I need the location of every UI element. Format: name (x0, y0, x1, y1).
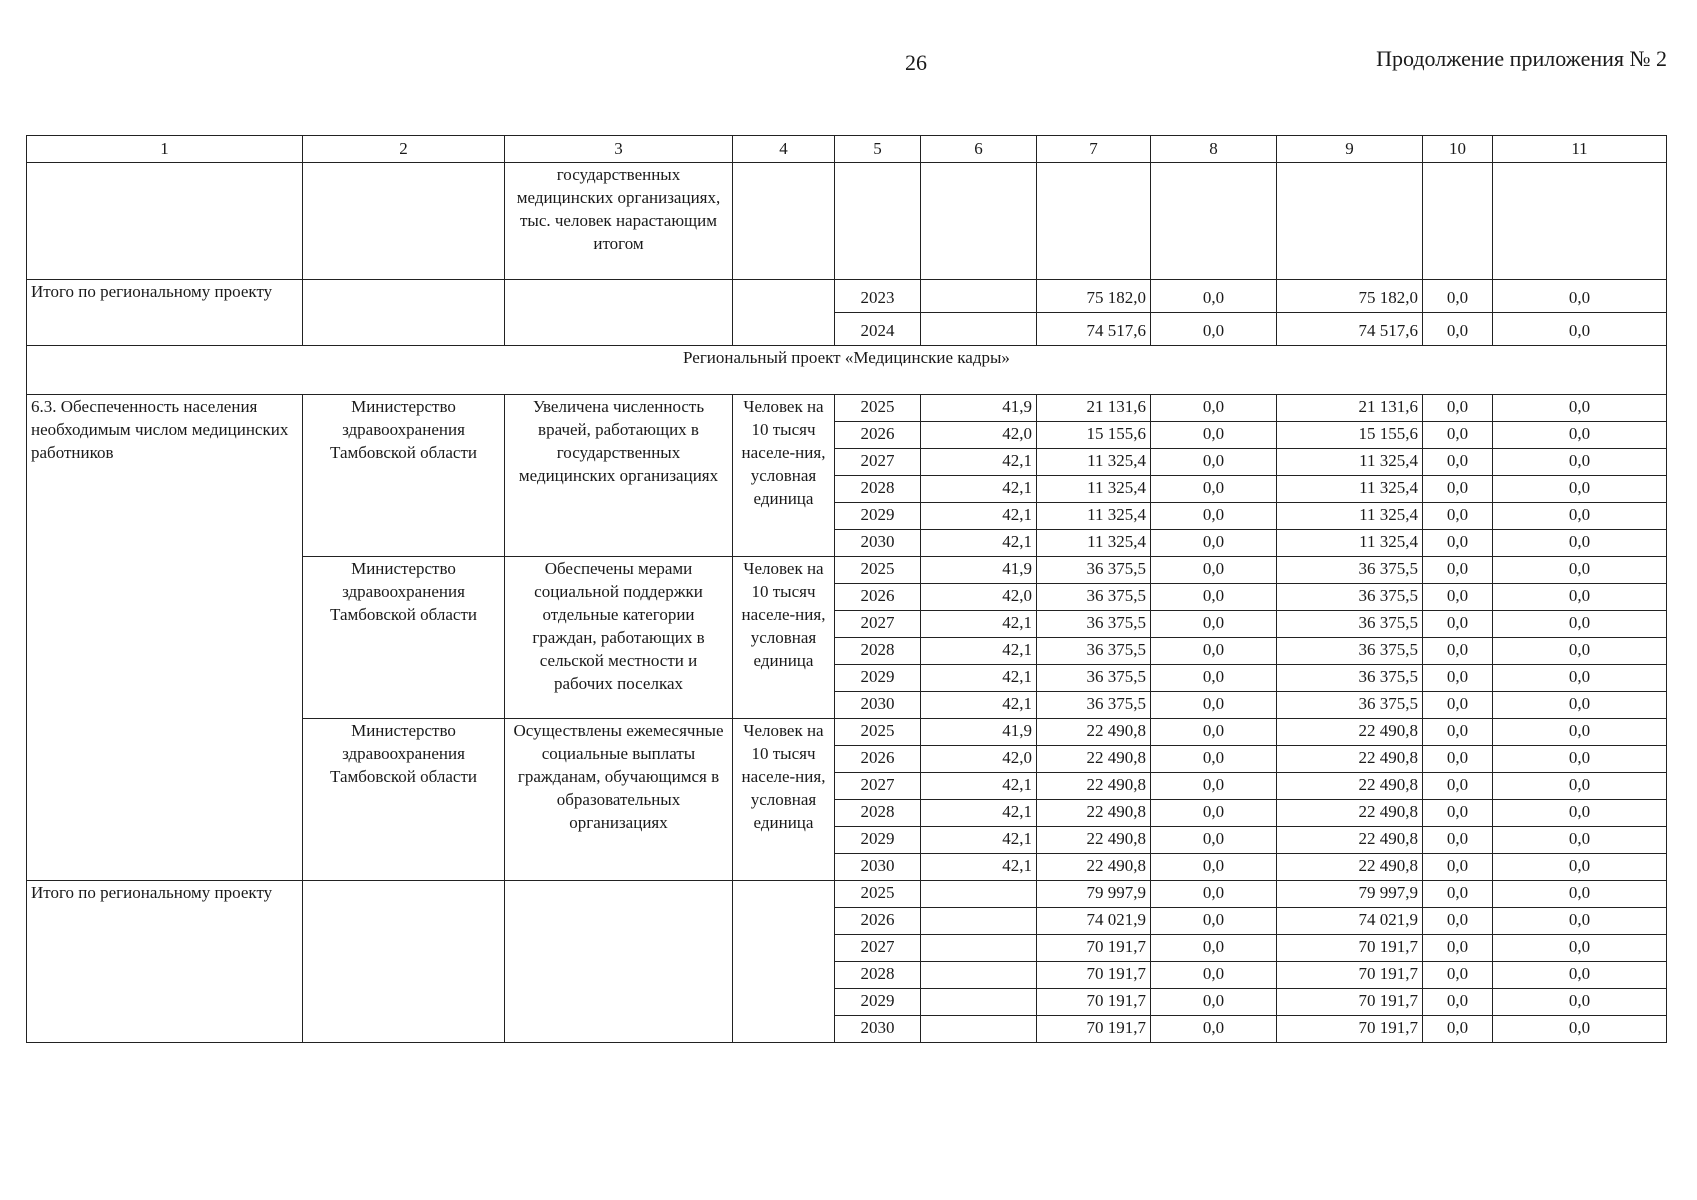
value-cell: 42,1 (921, 503, 1037, 530)
value-cell: 0,0 (1423, 638, 1493, 665)
value-cell: 0,0 (1493, 422, 1667, 449)
value-cell: 79 997,9 (1277, 881, 1423, 908)
value-cell: 41,9 (921, 557, 1037, 584)
year-cell: 2023 (835, 280, 921, 313)
value-cell: 22 490,8 (1277, 746, 1423, 773)
value-cell: 0,0 (1151, 1016, 1277, 1043)
ministry-cell: Министерство здравоохранения Тамбовской области (303, 395, 505, 557)
value-cell: 0,0 (1151, 280, 1277, 313)
value-cell: 0,0 (1423, 800, 1493, 827)
value-cell: 42,1 (921, 476, 1037, 503)
column-header: 2 (303, 136, 505, 163)
value-cell: 42,1 (921, 692, 1037, 719)
value-cell: 70 191,7 (1037, 1016, 1151, 1043)
value-cell: 0,0 (1493, 638, 1667, 665)
value-cell: 75 182,0 (1277, 280, 1423, 313)
value-cell: 0,0 (1493, 962, 1667, 989)
value-cell: 22 490,8 (1037, 854, 1151, 881)
value-cell: 0,0 (1151, 530, 1277, 557)
value-cell: 0,0 (1151, 935, 1277, 962)
year-cell: 2029 (835, 665, 921, 692)
year-cell: 2025 (835, 881, 921, 908)
financing-table (26, 135, 1667, 1043)
value-cell: 0,0 (1151, 854, 1277, 881)
value-cell: 11 325,4 (1277, 530, 1423, 557)
section-title: Региональный проект «Медицинские кадры» (27, 346, 1667, 395)
year-cell: 2029 (835, 503, 921, 530)
value-cell: 0,0 (1493, 854, 1667, 881)
table-row (27, 280, 1667, 313)
value-cell: 42,1 (921, 800, 1037, 827)
value-cell: 0,0 (1493, 827, 1667, 854)
value-cell: 79 997,9 (1037, 881, 1151, 908)
value-cell: 36 375,5 (1037, 611, 1151, 638)
total-label: Итого по региональному проекту (27, 280, 303, 346)
value-cell: 0,0 (1423, 313, 1493, 346)
value-cell: 0,0 (1151, 665, 1277, 692)
value-cell: 0,0 (1151, 908, 1277, 935)
value-cell: 70 191,7 (1037, 935, 1151, 962)
value-cell: 75 182,0 (1037, 280, 1151, 313)
value-cell: 0,0 (1151, 313, 1277, 346)
year-cell: 2027 (835, 449, 921, 476)
value-cell: 36 375,5 (1037, 665, 1151, 692)
total-label: Итого по региональному проекту (27, 881, 303, 1043)
value-cell: 0,0 (1423, 395, 1493, 422)
value-cell: 70 191,7 (1277, 935, 1423, 962)
value-cell: 11 325,4 (1037, 449, 1151, 476)
value-cell: 0,0 (1493, 395, 1667, 422)
table-row (27, 395, 1667, 422)
value-cell: 0,0 (1493, 476, 1667, 503)
value-cell: 0,0 (1493, 746, 1667, 773)
value-cell: 0,0 (1151, 422, 1277, 449)
value-cell: 0,0 (1151, 395, 1277, 422)
value-cell: 0,0 (1423, 530, 1493, 557)
value-cell: 0,0 (1423, 773, 1493, 800)
year-cell: 2024 (835, 313, 921, 346)
value-cell: 21 131,6 (1277, 395, 1423, 422)
value-cell: 42,1 (921, 449, 1037, 476)
value-cell: 74 021,9 (1037, 908, 1151, 935)
value-cell: 0,0 (1423, 746, 1493, 773)
value-cell: 0,0 (1423, 557, 1493, 584)
value-cell: 36 375,5 (1037, 584, 1151, 611)
year-cell: 2027 (835, 935, 921, 962)
value-cell: 70 191,7 (1277, 989, 1423, 1016)
unit-cell: Человек на 10 тысяч населе-ния, условная единица (733, 395, 835, 557)
value-cell: 42,1 (921, 854, 1037, 881)
value-cell: 21 131,6 (1037, 395, 1151, 422)
value-cell: 0,0 (1423, 280, 1493, 313)
value-cell: 0,0 (1493, 800, 1667, 827)
value-cell: 0,0 (1493, 557, 1667, 584)
value-cell: 0,0 (1423, 935, 1493, 962)
value-cell: 41,9 (921, 719, 1037, 746)
value-cell: 0,0 (1423, 449, 1493, 476)
value-cell: 42,0 (921, 746, 1037, 773)
year-cell: 2026 (835, 584, 921, 611)
value-cell: 36 375,5 (1037, 557, 1151, 584)
value-cell: 42,1 (921, 530, 1037, 557)
value-cell: 0,0 (1493, 908, 1667, 935)
value-cell: 0,0 (1151, 989, 1277, 1016)
value-cell: 0,0 (1493, 935, 1667, 962)
year-cell: 2025 (835, 719, 921, 746)
value-cell: 42,0 (921, 584, 1037, 611)
value-cell: 42,1 (921, 611, 1037, 638)
value-cell: 70 191,7 (1277, 962, 1423, 989)
year-cell: 2029 (835, 827, 921, 854)
value-cell: 22 490,8 (1037, 800, 1151, 827)
value-cell: 0,0 (1151, 827, 1277, 854)
value-cell: 36 375,5 (1277, 584, 1423, 611)
value-cell: 42,1 (921, 773, 1037, 800)
value-cell: 36 375,5 (1277, 692, 1423, 719)
value-cell: 0,0 (1151, 719, 1277, 746)
value-cell: 74 517,6 (1037, 313, 1151, 346)
value-cell: 0,0 (1423, 665, 1493, 692)
description-cell: государственных медицинских организациях, тыс. человек нарастающим итогом (505, 163, 733, 280)
value-cell: 0,0 (1423, 719, 1493, 746)
value-cell: 0,0 (1151, 449, 1277, 476)
value-cell: 0,0 (1493, 773, 1667, 800)
column-header: 11 (1493, 136, 1667, 163)
value-cell: 11 325,4 (1037, 476, 1151, 503)
year-cell: 2028 (835, 638, 921, 665)
section-row (27, 346, 1667, 395)
value-cell: 36 375,5 (1037, 692, 1151, 719)
value-cell: 36 375,5 (1277, 638, 1423, 665)
value-cell: 22 490,8 (1037, 719, 1151, 746)
continuation-caption: Продолжение приложения № 2 (1376, 46, 1667, 71)
value-cell: 0,0 (1423, 989, 1493, 1016)
value-cell: 36 375,5 (1277, 665, 1423, 692)
unit-cell: Человек на 10 тысяч населе-ния, условная единица (733, 557, 835, 719)
value-cell: 11 325,4 (1037, 503, 1151, 530)
value-cell: 0,0 (1423, 881, 1493, 908)
year-cell: 2026 (835, 746, 921, 773)
column-header: 8 (1151, 136, 1277, 163)
year-cell: 2030 (835, 854, 921, 881)
value-cell: 0,0 (1423, 962, 1493, 989)
value-cell: 0,0 (1493, 530, 1667, 557)
value-cell: 0,0 (1493, 719, 1667, 746)
value-cell: 22 490,8 (1277, 719, 1423, 746)
value-cell: 11 325,4 (1277, 449, 1423, 476)
value-cell: 15 155,6 (1037, 422, 1151, 449)
value-cell: 0,0 (1493, 449, 1667, 476)
description-cell: Обеспечены мерами социальной поддержки отдельные категории граждан, работающих в сельской местности и рабочих поселках (505, 557, 733, 719)
value-cell: 0,0 (1493, 280, 1667, 313)
value-cell: 0,0 (1423, 1016, 1493, 1043)
value-cell: 0,0 (1151, 584, 1277, 611)
unit-cell: Человек на 10 тысяч населе-ния, условная единица (733, 719, 835, 881)
value-cell: 0,0 (1423, 584, 1493, 611)
value-cell: 15 155,6 (1277, 422, 1423, 449)
year-cell: 2030 (835, 530, 921, 557)
value-cell: 22 490,8 (1037, 746, 1151, 773)
value-cell: 0,0 (1423, 692, 1493, 719)
value-cell: 0,0 (1493, 611, 1667, 638)
column-header: 4 (733, 136, 835, 163)
value-cell: 22 490,8 (1037, 773, 1151, 800)
value-cell: 0,0 (1493, 881, 1667, 908)
value-cell: 0,0 (1151, 692, 1277, 719)
value-cell: 42,1 (921, 665, 1037, 692)
value-cell: 41,9 (921, 395, 1037, 422)
value-cell: 0,0 (1493, 692, 1667, 719)
value-cell: 22 490,8 (1277, 827, 1423, 854)
value-cell: 36 375,5 (1277, 611, 1423, 638)
value-cell: 0,0 (1151, 800, 1277, 827)
year-cell: 2025 (835, 557, 921, 584)
table-row (27, 881, 1667, 908)
value-cell: 42,1 (921, 638, 1037, 665)
column-header: 3 (505, 136, 733, 163)
value-cell: 0,0 (1423, 476, 1493, 503)
column-header: 6 (921, 136, 1037, 163)
value-cell: 22 490,8 (1037, 827, 1151, 854)
value-cell: 11 325,4 (1277, 476, 1423, 503)
value-cell: 0,0 (1493, 665, 1667, 692)
description-cell: Осуществлены ежемесячные социальные выплаты гражданам, обучающимся в образовательных организациях (505, 719, 733, 881)
year-cell: 2026 (835, 422, 921, 449)
value-cell: 0,0 (1423, 503, 1493, 530)
value-cell: 0,0 (1423, 422, 1493, 449)
value-cell: 0,0 (1493, 503, 1667, 530)
column-header: 5 (835, 136, 921, 163)
value-cell: 42,0 (921, 422, 1037, 449)
value-cell: 0,0 (1151, 773, 1277, 800)
header-row (27, 136, 1667, 163)
year-cell: 2028 (835, 962, 921, 989)
ministry-cell: Министерство здравоохранения Тамбовской области (303, 557, 505, 719)
continuation-row (27, 163, 1667, 280)
description-cell: Увеличена численность врачей, работающих в государственных медицинских организациях (505, 395, 733, 557)
column-header: 10 (1423, 136, 1493, 163)
value-cell: 0,0 (1423, 908, 1493, 935)
value-cell: 22 490,8 (1277, 854, 1423, 881)
value-cell: 0,0 (1151, 476, 1277, 503)
column-header: 9 (1277, 136, 1423, 163)
value-cell: 0,0 (1151, 557, 1277, 584)
value-cell: 0,0 (1493, 584, 1667, 611)
value-cell: 0,0 (1151, 611, 1277, 638)
year-cell: 2028 (835, 476, 921, 503)
value-cell: 70 191,7 (1277, 1016, 1423, 1043)
value-cell: 0,0 (1151, 638, 1277, 665)
value-cell: 0,0 (1493, 313, 1667, 346)
year-cell: 2029 (835, 989, 921, 1016)
year-cell: 2026 (835, 908, 921, 935)
value-cell: 36 375,5 (1037, 638, 1151, 665)
value-cell: 0,0 (1151, 503, 1277, 530)
ministry-cell: Министерство здравоохранения Тамбовской области (303, 719, 505, 881)
value-cell: 0,0 (1493, 1016, 1667, 1043)
value-cell: 0,0 (1423, 854, 1493, 881)
value-cell: 0,0 (1423, 611, 1493, 638)
value-cell: 36 375,5 (1277, 557, 1423, 584)
value-cell: 70 191,7 (1037, 989, 1151, 1016)
year-cell: 2025 (835, 395, 921, 422)
value-cell: 42,1 (921, 827, 1037, 854)
year-cell: 2030 (835, 692, 921, 719)
value-cell: 0,0 (1423, 827, 1493, 854)
value-cell: 22 490,8 (1277, 800, 1423, 827)
value-cell: 22 490,8 (1277, 773, 1423, 800)
value-cell: 74 517,6 (1277, 313, 1423, 346)
page-number: 26 (905, 50, 927, 75)
value-cell: 0,0 (1493, 989, 1667, 1016)
value-cell: 70 191,7 (1037, 962, 1151, 989)
year-cell: 2028 (835, 800, 921, 827)
indicator-name: 6.3. Обеспеченность населения необходимым числом медицинских работников (27, 395, 303, 881)
year-cell: 2027 (835, 773, 921, 800)
value-cell: 11 325,4 (1277, 503, 1423, 530)
value-cell: 0,0 (1151, 881, 1277, 908)
value-cell: 74 021,9 (1277, 908, 1423, 935)
year-cell: 2027 (835, 611, 921, 638)
value-cell: 0,0 (1151, 962, 1277, 989)
year-cell: 2030 (835, 1016, 921, 1043)
column-header: 7 (1037, 136, 1151, 163)
value-cell: 0,0 (1151, 746, 1277, 773)
value-cell: 11 325,4 (1037, 530, 1151, 557)
column-header: 1 (27, 136, 303, 163)
